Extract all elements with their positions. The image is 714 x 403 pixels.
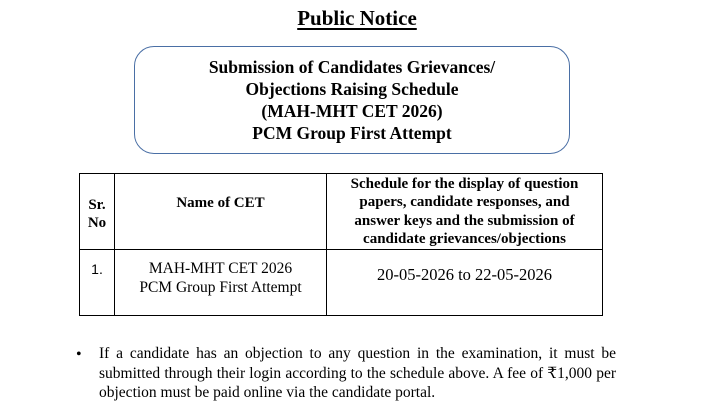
bullet-list — [76, 344, 616, 403]
header-schedule-line: Schedule for the display of question — [350, 175, 579, 192]
row-cet-name-line: MAH-MHT CET 2026 — [148, 260, 293, 277]
header-schedule-line: papers, candidate responses, and — [359, 194, 570, 210]
schedule-table — [79, 173, 603, 316]
notice-heading-box — [134, 46, 570, 154]
heading-line: Submission of Candidates Grievances/ — [208, 57, 496, 77]
header-name-of-cet: Name of CET — [115, 174, 327, 250]
row-cet-name-line: PCM Group First Attempt — [139, 279, 302, 296]
notice-title: Public Notice — [297, 6, 417, 30]
header-schedule-line: candidate grievances/objections — [363, 231, 566, 247]
heading-line: (MAH-MHT CET 2026) — [261, 101, 443, 121]
header-sr-no — [80, 174, 115, 250]
heading-line: Objections Raising Schedule — [245, 79, 459, 99]
table-row — [80, 250, 603, 316]
header-sr-line: No — [87, 215, 107, 231]
row-sr-no: 1. — [80, 250, 115, 316]
header-schedule — [327, 174, 603, 250]
table-header-row — [80, 174, 603, 250]
header-sr-line: Sr. — [88, 197, 106, 213]
row-schedule-dates: 20-05-2026 to 22-05-2026 — [327, 250, 603, 316]
row-cet-name — [115, 250, 327, 316]
header-schedule-line: answer keys and the submission of — [354, 212, 575, 229]
bullet-marker: • — [76, 346, 82, 363]
heading-line: PCM Group First Attempt — [252, 123, 452, 143]
bullet-text: If a candidate has an objection to any question in the examination, it must be submitted through their login according to the schedule above. A fee of ₹1,000 per objection must be paid online via the candidate portal. — [99, 345, 616, 401]
